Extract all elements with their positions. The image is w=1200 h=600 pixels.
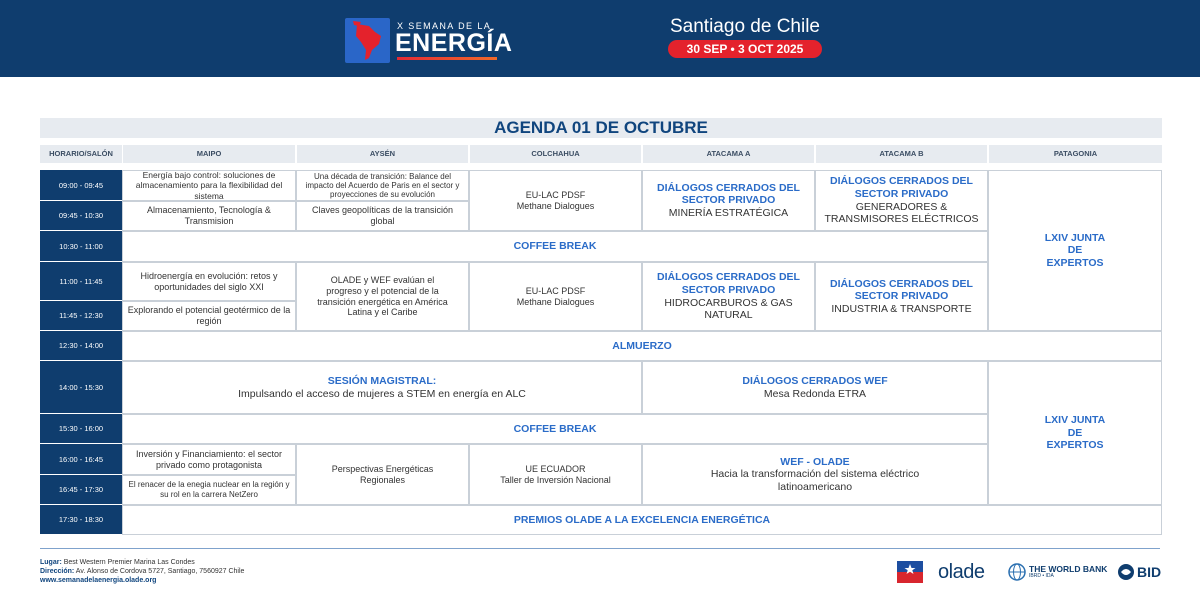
olade-logo bbox=[938, 560, 984, 584]
column-header-aysen: AYSÉN bbox=[297, 145, 468, 163]
venue-address: Av. Alonso de Cordova 5727, Santiago, 7560927 Chile bbox=[75, 568, 245, 575]
world-bank-name: THE WORLD BANK bbox=[1029, 564, 1108, 575]
time-slot: 15:30 - 16:00 bbox=[40, 414, 122, 444]
session-atacama-a-1 bbox=[642, 170, 815, 231]
time-slot: 09:00 - 09:45 bbox=[40, 170, 122, 201]
session-aysen-4 bbox=[296, 444, 469, 505]
logo-title: ENERGÍA bbox=[395, 29, 513, 57]
session-title: COFFEE BREAK bbox=[513, 240, 597, 253]
coffee-break-2 bbox=[122, 414, 988, 444]
session-maipo-5 bbox=[122, 444, 296, 475]
coffee-break-1 bbox=[122, 231, 988, 262]
column-header-colchahua: COLCHAHUA bbox=[470, 145, 641, 163]
session-title: Inversión y Financiamiento: el sector privado como protagonista bbox=[135, 448, 283, 470]
venue-name: Best Western Premier Marina Las Condes bbox=[63, 559, 195, 566]
chile-government-logo bbox=[897, 560, 923, 584]
session-subtitle: Taller de Inversión Nacional bbox=[500, 474, 611, 485]
session-aysen-3 bbox=[296, 262, 469, 331]
world-bank-logo bbox=[1008, 560, 1107, 584]
session-aysen-1 bbox=[296, 170, 469, 201]
session-title: DIÁLOGOS CERRADOS DEL SECTOR PRIVADO bbox=[830, 277, 973, 303]
time-slot: 12:30 - 14:00 bbox=[40, 331, 122, 361]
time-slot: 17:30 - 18:30 bbox=[40, 505, 122, 535]
session-wef-dialogues bbox=[642, 361, 988, 414]
session-title: EU-LAC PDSF Methane Dialogues bbox=[516, 189, 595, 211]
session-title: Una década de transición: Balance del impacto del Acuerdo de Paris en el sector y proyecciones de su evolución bbox=[305, 171, 460, 200]
session-title: DIÁLOGOS CERRADOS WEF bbox=[742, 374, 888, 387]
session-title: PREMIOS OLADE A LA EXCELENCIA ENERGÉTICA bbox=[513, 513, 771, 526]
session-maipo-1 bbox=[122, 170, 296, 201]
time-slot: 11:45 - 12:30 bbox=[40, 301, 122, 331]
session-subtitle: Hacia la transformación del sistema eléctrico latinoamericano bbox=[710, 468, 920, 493]
time-slot: 16:45 - 17:30 bbox=[40, 475, 122, 505]
column-header-maipo: MAIPO bbox=[123, 145, 295, 163]
olade-wordmark: olade bbox=[938, 560, 985, 583]
lunch-break bbox=[122, 331, 1162, 361]
session-maipo-3 bbox=[122, 262, 296, 301]
awards-session bbox=[122, 505, 1162, 535]
session-patagonia-1 bbox=[988, 170, 1162, 331]
session-aysen-2 bbox=[296, 201, 469, 231]
session-title: Explorando el potencial geotérmico de la región bbox=[127, 305, 291, 326]
session-title: El renacer de la enegia nuclear en la región y su rol en la carrera NetZero bbox=[128, 480, 290, 499]
session-title: DIÁLOGOS CERRADOS DEL SECTOR PRIVADO bbox=[657, 271, 800, 296]
session-title: UE ECUADOR bbox=[525, 463, 586, 474]
session-title: ALMUERZO bbox=[612, 339, 672, 352]
session-subtitle: MINERÍA ESTRATÉGICA bbox=[668, 206, 789, 219]
session-atacama-b-2 bbox=[815, 262, 988, 331]
chile-flag-icon bbox=[897, 561, 923, 583]
venue-info bbox=[40, 558, 244, 585]
website-link[interactable]: www.semanadelaenergia.olade.org bbox=[40, 577, 157, 584]
world-bank-sub: IBRD • IDA bbox=[1029, 572, 1054, 579]
bid-logo bbox=[1117, 560, 1161, 584]
column-header-patagonia: PATAGONIA bbox=[989, 145, 1162, 163]
event-logo bbox=[345, 18, 513, 64]
session-subtitle: HIDROCARBUROS & GAS NATURAL bbox=[664, 296, 793, 322]
column-header-horario: HORARIO/SALÓN bbox=[40, 145, 122, 163]
latin-america-map-icon bbox=[345, 18, 390, 63]
session-title: DIÁLOGOS CERRADOS DEL SECTOR PRIVADO bbox=[657, 181, 800, 207]
session-title: Claves geopolíticas de la transición global bbox=[311, 205, 454, 226]
column-header-atacama-a: ATACAMA A bbox=[643, 145, 814, 163]
time-slot: 14:00 - 15:30 bbox=[40, 361, 122, 414]
session-colchahua-1 bbox=[469, 170, 642, 231]
globe-icon bbox=[1008, 563, 1026, 581]
session-title: LXIV JUNTA DE EXPERTOS bbox=[1044, 231, 1106, 269]
session-subtitle: GENERADORES & TRANSMISORES ELÉCTRICOS bbox=[824, 200, 979, 226]
session-title: Hidroenergía en evolución: retos y oportunidades del siglo XXI bbox=[140, 270, 278, 292]
session-title: Energía bajo control: soluciones de almacenamiento para la flexibilidad del sistema bbox=[135, 170, 283, 201]
session-atacama-a-2 bbox=[642, 262, 815, 331]
session-title: WEF - OLADE bbox=[780, 455, 850, 468]
session-subtitle: INDUSTRIA & TRANSPORTE bbox=[831, 302, 972, 315]
session-colchahua-2 bbox=[469, 262, 642, 331]
time-slot: 16:00 - 16:45 bbox=[40, 444, 122, 475]
time-slot: 11:00 - 11:45 bbox=[40, 262, 122, 301]
session-subtitle: Impulsando el acceso de mujeres a STEM en energía en ALC bbox=[238, 387, 526, 400]
footer-divider bbox=[40, 548, 1160, 549]
session-maipo-2 bbox=[122, 201, 296, 231]
agenda-title: AGENDA 01 DE OCTUBRE bbox=[40, 118, 1162, 138]
bid-emblem-icon bbox=[1117, 563, 1135, 581]
bid-wordmark: BID bbox=[1137, 564, 1162, 580]
session-title: Perspectivas Energéticas Regionales bbox=[331, 463, 434, 485]
session-title: LXIV JUNTA DE EXPERTOS bbox=[1044, 414, 1106, 452]
header-banner bbox=[0, 0, 1200, 77]
session-magistral bbox=[122, 361, 642, 414]
address-label: Dirección: bbox=[40, 568, 75, 575]
event-city: Santiago de Chile bbox=[670, 16, 820, 37]
session-title: SESIÓN MAGISTRAL: bbox=[327, 374, 437, 387]
session-colchahua-3 bbox=[469, 444, 642, 505]
session-maipo-6 bbox=[122, 475, 296, 505]
session-title: Almacenamiento, Tecnología & Transmision bbox=[147, 205, 271, 226]
time-slot: 10:30 - 11:00 bbox=[40, 231, 122, 262]
session-patagonia-2 bbox=[988, 361, 1162, 505]
logo-underline bbox=[397, 57, 497, 60]
session-title: DIÁLOGOS CERRADOS DEL SECTOR PRIVADO bbox=[830, 175, 973, 200]
session-atacama-b-1 bbox=[815, 170, 988, 231]
event-dates-badge: 30 SEP • 3 OCT 2025 bbox=[668, 40, 822, 58]
session-maipo-4 bbox=[122, 301, 296, 331]
session-wef-olade bbox=[642, 444, 988, 505]
session-title: EU-LAC PDSF Methane Dialogues bbox=[516, 285, 595, 307]
session-title: OLADE y WEF evalúan el progreso y el potencial de la transición energética en América Latina y el Caribe bbox=[317, 274, 448, 318]
time-slot: 09:45 - 10:30 bbox=[40, 201, 122, 231]
venue-label: Lugar: bbox=[40, 559, 62, 566]
logo-subtitle: X SEMANA DE LA bbox=[397, 21, 492, 31]
column-header-atacama-b: ATACAMA B bbox=[816, 145, 987, 163]
session-title: COFFEE BREAK bbox=[513, 422, 597, 435]
session-subtitle: Mesa Redonda ETRA bbox=[763, 387, 867, 400]
